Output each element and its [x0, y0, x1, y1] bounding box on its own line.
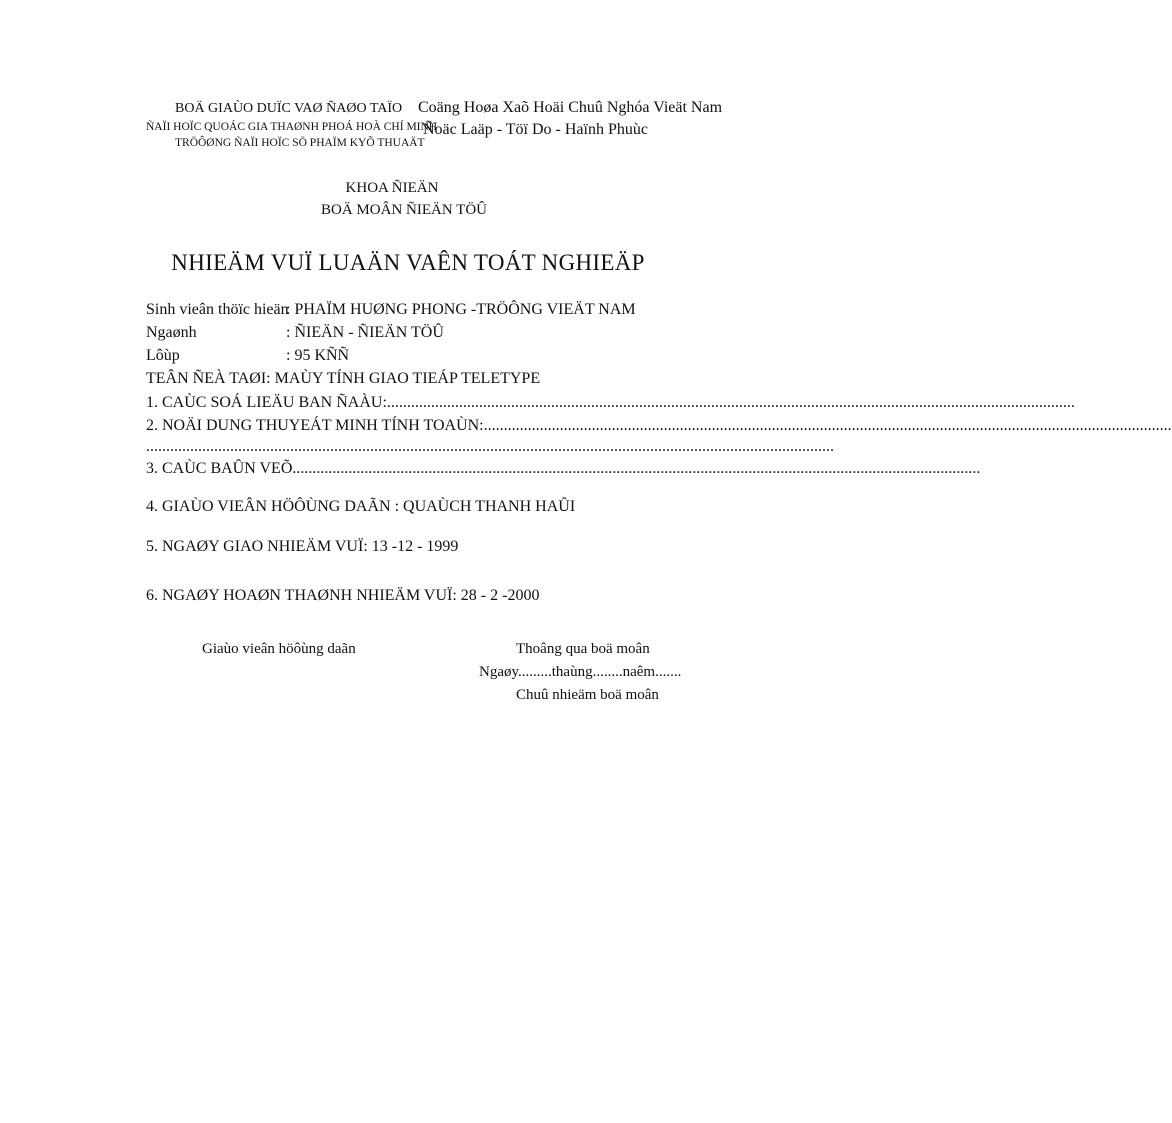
- info-label: Sinh vieân thöïc hieän: [146, 301, 289, 318]
- info-class: [146, 347, 349, 365]
- item-2-line: [146, 417, 1172, 435]
- item-6-line: 6. NGAØY HOAØN THAØNH NHIEÄM VUÏ: 28 - 2 -2000: [146, 587, 540, 604]
- topic-line: TEÂN ÑEÀ TAØI: MAÙY TÍNH GIAO TIEÁP TELETYPE: [146, 370, 541, 387]
- info-value: : 95 KÑÑ: [286, 347, 350, 364]
- item-2-label: 2. NOÄI DUNG THUYEÁT MINH TÍNH TOAÙN:: [146, 417, 484, 434]
- section-name: BOÄ MOÂN ÑIEÄN TÖÛ: [321, 202, 487, 218]
- item-1-label: 1. CAÙC SOÁ LIEÄU BAN ÑAÀU:: [146, 394, 387, 411]
- republic-name: Coäng Hoøa Xaõ Hoäi Chuû Nghóa Vieät Nam: [418, 99, 723, 116]
- dotted-fill: ............................................................................................................................................................................: [292, 460, 981, 477]
- faculty-name: KHOA ÑIEÄN: [345, 180, 439, 196]
- date-line: Ngaøy.........thaùng........naêm.......: [479, 664, 682, 680]
- item-5-line: 5. NGAØY GIAO NHIEÄM VUÏ: 13 -12 - 1999: [146, 538, 459, 555]
- info-student: [146, 301, 636, 319]
- dotted-fill: ............................................................................................................................................................................: [146, 438, 834, 455]
- item-3-label: 3. CAÙC BAÛN VEÕ: [146, 460, 293, 477]
- item-3-line: [146, 460, 981, 478]
- info-value: : ÑIEÄN - ÑIEÄN TÖÛ: [286, 324, 444, 341]
- info-label: Lôùp: [146, 347, 180, 364]
- national-motto: Ñoäc Laäp - Töï Do - Haïnh Phuùc: [423, 121, 648, 138]
- dotted-fill: ............................................................................................................................................................................: [483, 417, 1172, 434]
- department-head-label: Chuû nhieäm boä moân: [516, 687, 659, 703]
- info-label: Ngaønh: [146, 324, 197, 341]
- item-1-line: [146, 394, 1075, 412]
- approval-label: Thoâng qua boä moân: [516, 641, 650, 657]
- advisor-signature-label: Giaùo vieân höôùng daãn: [202, 641, 356, 657]
- blank-dotted-line: [146, 438, 834, 456]
- dotted-fill: ............................................................................................................................................................................: [386, 394, 1075, 411]
- page-title: NHIEÄM VUÏ LUAÄN VAÊN TOÁT NGHIEÄP: [171, 250, 645, 275]
- school-name: TRÖÔØNG ÑAÏI HOÏC SÖ PHAÏM KYÕ THUAÄT: [175, 137, 425, 149]
- ministry-name: BOÄ GIAÙO DUÏC VAØ ÑAØO TAÏO: [175, 101, 403, 116]
- university-name: ÑAÏI HOÏC QUOÁC GIA THAØNH PHOÁ HOÀ CHÍ MINH: [146, 121, 438, 133]
- item-4-line: 4. GIAÙO VIEÂN HÖÔÙNG DAÃN : QUAÙCH THANH HAÛI: [146, 498, 576, 515]
- info-value: : PHAÏM HUØNG PHONG -TRÖÔNG VIEÄT NAM: [286, 301, 636, 318]
- info-major: [146, 324, 444, 342]
